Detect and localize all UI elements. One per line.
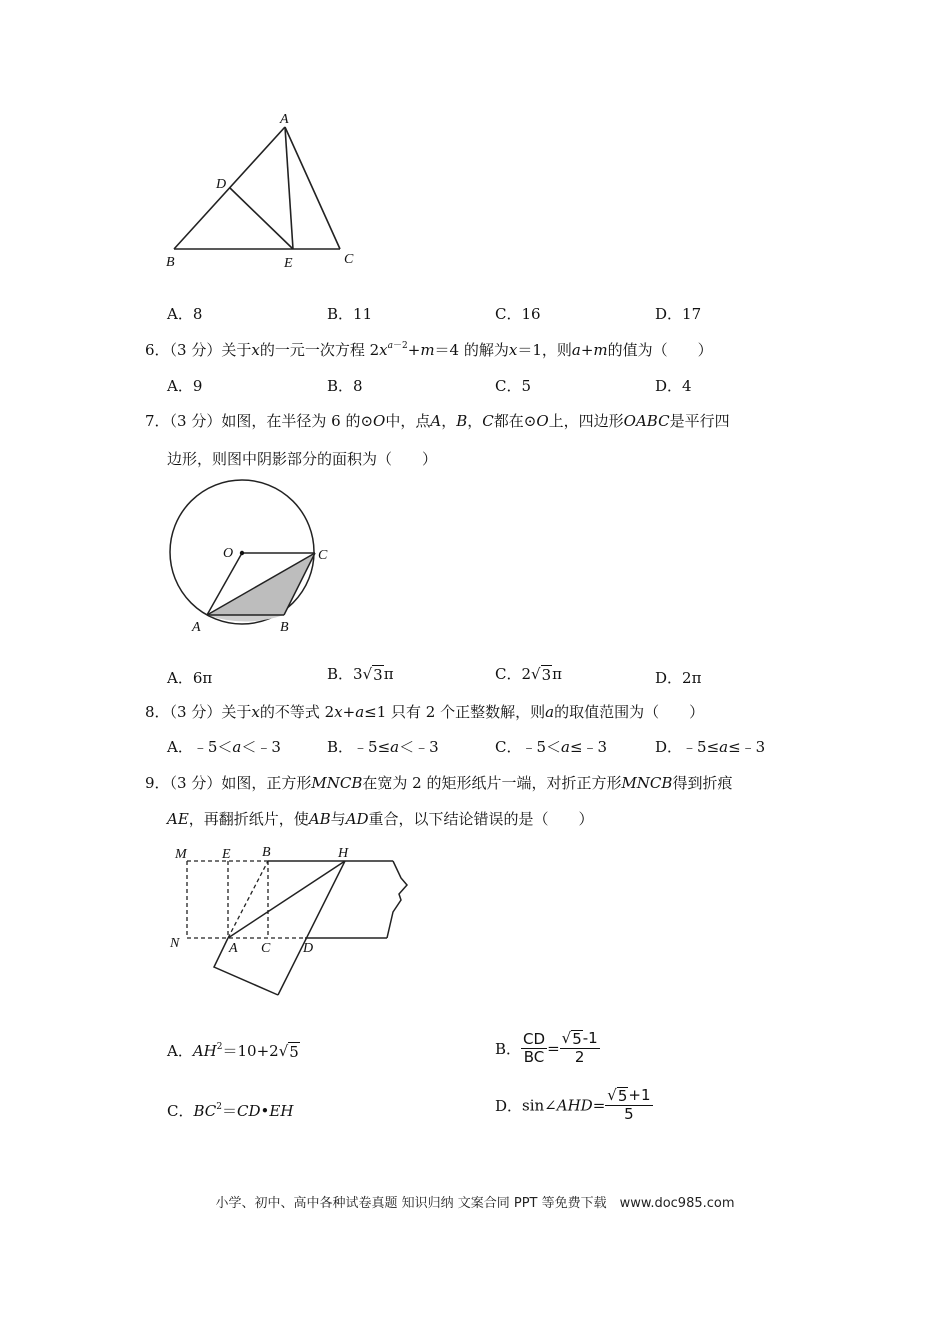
label-n: N (170, 936, 180, 951)
label-b: B (166, 255, 175, 270)
q5-option-b[interactable] (327, 303, 372, 324)
option-key: A． (167, 305, 193, 323)
q8-option-b[interactable] (327, 736, 439, 757)
radical-sign: √ (278, 1042, 289, 1060)
stem-text: ≤1 只有 2 个正整数解，则 (364, 703, 546, 721)
var: m (593, 341, 608, 359)
q6-option-c[interactable] (495, 375, 531, 396)
option-text: 8 (192, 305, 203, 323)
option-text: 11 (353, 305, 373, 323)
q6-option-b[interactable] (327, 375, 363, 396)
radicand: 5 (617, 1087, 628, 1105)
var: a (387, 341, 393, 351)
option-key: B． (495, 1039, 522, 1058)
stem-text: 的取值范围为（ ） (554, 703, 705, 721)
var: MNCB (621, 774, 673, 792)
radical-sign: √ (362, 665, 373, 683)
option-text: ≤﹣3 (728, 738, 766, 756)
q9-stem-line1 (145, 772, 732, 793)
sqrt (363, 665, 384, 684)
var: m (420, 341, 435, 359)
exponent: 2 (216, 1042, 223, 1052)
stem-text: 关于 (221, 703, 252, 721)
label-o: O (223, 546, 234, 561)
var: x (508, 341, 518, 359)
option-text: 6π (192, 669, 213, 687)
stem-text: 是平行四 (669, 412, 730, 430)
stem-text: 如图，正方形 (221, 774, 312, 792)
var: OABC (623, 412, 670, 430)
label-c: C (261, 941, 271, 956)
option-coef: 3 (353, 665, 363, 683)
q7-stem-line2: 边形，则图中阴影部分的面积为（ ） (167, 450, 438, 468)
q6-option-a[interactable] (167, 375, 202, 396)
denominator: 5 (624, 1105, 634, 1124)
radical-sign: √ (531, 665, 541, 683)
option-text: 2π (682, 669, 702, 687)
stem-text: ， (467, 412, 483, 430)
stem-text: + (407, 341, 421, 359)
label-h: H (338, 846, 349, 861)
q9-option-d[interactable] (495, 1087, 653, 1124)
option-coef: 2 (521, 665, 532, 683)
question-score: （3 分） (169, 341, 222, 359)
option-key: D． (495, 1096, 523, 1115)
edge-ac (285, 127, 340, 249)
stem-text: + (580, 341, 594, 359)
stem-text: 重合，以下结论错误的是（ ） (368, 810, 594, 828)
stem-text: 与 (330, 810, 346, 828)
option-key: A． (167, 1042, 193, 1060)
label-d: D (303, 941, 314, 956)
option-key: C． (495, 377, 522, 395)
fraction-cd-bc (521, 1031, 547, 1067)
option-text: 8 (353, 377, 363, 395)
q8-stem (145, 701, 704, 722)
q7-option-a[interactable] (167, 667, 212, 688)
option-text: ﹣5≤ (682, 738, 720, 756)
option-text: ﹣5≤ (353, 738, 391, 756)
option-text: ≤﹣3 (569, 738, 608, 756)
option-key: A． (167, 669, 193, 687)
numerator-rest: -1 (582, 1029, 598, 1047)
option-key: A． (167, 738, 193, 756)
q5-option-d[interactable] (655, 303, 701, 324)
option-key: B． (327, 377, 354, 395)
question-number: 9． (145, 774, 170, 792)
stem-text: 中，点 (385, 412, 431, 430)
option-text: 16 (521, 305, 541, 323)
label-b: B (262, 845, 271, 860)
option-key: A． (167, 377, 193, 395)
option-text: 9 (192, 377, 203, 395)
stem-text: 的值为（ ） (607, 341, 713, 359)
option-text: 5 (521, 377, 532, 395)
segment-de (230, 188, 293, 249)
stem-text: －2 (393, 341, 408, 351)
option-key: D． (655, 377, 683, 395)
option-text: 4 (682, 377, 692, 395)
segment-hd-extended (278, 861, 345, 995)
stem-text: ，再翻折纸片，使 (188, 810, 309, 828)
torn-edge (387, 861, 407, 938)
segment-ah (228, 861, 345, 938)
stem-text: 关于 (221, 341, 252, 359)
sqrt (279, 1042, 300, 1061)
segment-ae (285, 127, 293, 249)
question-number: 7． (145, 412, 170, 430)
q7-option-b[interactable] (327, 663, 394, 684)
option-text: ＜﹣3 (241, 738, 281, 756)
equals: = (592, 1096, 606, 1115)
numerator (560, 1030, 600, 1049)
radical-sign: √ (561, 1029, 572, 1047)
question-score: （3 分） (169, 703, 222, 721)
var: O (536, 412, 549, 430)
numerator (605, 1087, 652, 1106)
question-score: （3 分） (169, 412, 222, 430)
label-e: E (222, 847, 231, 862)
var: a (545, 703, 555, 721)
var: MNCB (311, 774, 363, 792)
var: x (334, 703, 343, 721)
q8-option-c[interactable] (495, 736, 607, 757)
equals: = (547, 1039, 560, 1058)
var: a (232, 738, 242, 756)
q9-stem-line2 (167, 808, 594, 829)
var: a (719, 738, 729, 756)
label-m: M (175, 847, 187, 862)
exponent (388, 341, 408, 351)
option-text: sin∠ (522, 1096, 557, 1115)
q9-figure (165, 840, 425, 1005)
q7-option-d[interactable] (655, 667, 701, 688)
radicand: 3 (373, 666, 383, 684)
label-a: A (229, 941, 238, 956)
option-key: D． (655, 738, 683, 756)
option-text: ＝ (222, 1102, 238, 1120)
label-b: B (280, 620, 289, 635)
q9-option-b[interactable] (495, 1030, 600, 1067)
label-d: D (216, 177, 227, 192)
q9-option-c[interactable] (167, 1100, 293, 1121)
center-point (240, 551, 244, 555)
var: AB (308, 810, 331, 828)
option-key: D． (655, 305, 683, 323)
var: EH (269, 1102, 294, 1120)
sqrt (531, 665, 552, 684)
label-e: E (284, 256, 293, 271)
question-score: （3 分） (169, 774, 222, 792)
q7-figure (160, 480, 345, 640)
label-c: C (318, 548, 328, 563)
option-text: 17 (682, 305, 702, 323)
numerator: CD (523, 1029, 546, 1048)
option-text: ﹣5＜ (192, 738, 233, 756)
denominator: BC (523, 1047, 545, 1066)
q5-triangle-diagram (160, 110, 370, 270)
label-a: A (192, 620, 201, 635)
option-key: B． (327, 305, 354, 323)
option-key: C． (495, 305, 522, 323)
var: x (251, 703, 260, 721)
var: CD (237, 1102, 261, 1120)
stem-text: 的不等式 2 (259, 703, 335, 721)
stem-text: 都在⊙ (493, 412, 537, 430)
radicand: 3 (541, 666, 552, 684)
var: a (571, 341, 581, 359)
var: AH (192, 1042, 217, 1060)
sqrt (562, 1030, 583, 1048)
option-text: • (260, 1102, 270, 1120)
q5-option-a[interactable] (167, 303, 202, 324)
stem-text: 如图，在半径为 6 的⊙ (221, 412, 374, 430)
var: x (251, 341, 260, 359)
stem-text: ＝4 的解为 (434, 341, 509, 359)
option-key: D． (655, 669, 683, 687)
q6-stem (145, 339, 713, 360)
q7-stem-line1 (145, 410, 730, 431)
question-number: 8． (145, 703, 170, 721)
fraction-root5-minus1 (560, 1030, 600, 1067)
option-key: C． (495, 665, 522, 683)
q5-figure (160, 110, 370, 270)
var: BC (193, 1102, 217, 1120)
denominator: 2 (574, 1048, 585, 1067)
var: AD (345, 810, 369, 828)
option-text: ＝10+2 (222, 1042, 279, 1060)
question-number: 6． (145, 341, 170, 359)
var: AE (167, 810, 189, 828)
stem-text: 在宽为 2 的矩形纸片一端，对折正方形 (362, 774, 622, 792)
page-footer: 小学、初中、高中各种试卷真题 知识归纳 文案合同 PPT 等免费下载 www.doc985.com (215, 1196, 735, 1211)
radicand: 5 (572, 1030, 582, 1048)
numerator-rest: +1 (628, 1086, 651, 1104)
option-text: ﹣5＜ (521, 738, 562, 756)
var: A (430, 412, 442, 430)
var: AHD (556, 1096, 593, 1115)
var: a (390, 738, 400, 756)
fraction-root5-plus1 (605, 1087, 652, 1124)
q7-option-c[interactable] (495, 663, 562, 684)
var: B (456, 412, 468, 430)
var: x (379, 341, 388, 359)
q7-circle-diagram (160, 480, 345, 640)
option-key: C． (495, 738, 522, 756)
q8-option-d[interactable] (655, 736, 765, 757)
stem-text: 上，四边形 (548, 412, 624, 430)
stem-text: 的一元一次方程 2 (259, 341, 380, 359)
exponent: 2 (216, 1102, 222, 1112)
option-key: B． (327, 738, 354, 756)
radicand: 5 (289, 1043, 299, 1061)
label-a: A (280, 112, 289, 127)
option-key: C． (167, 1102, 194, 1120)
var: O (373, 412, 386, 430)
edge-ab (174, 127, 285, 249)
q9-option-a[interactable] (167, 1040, 300, 1061)
stem-text: ＝1，则 (517, 341, 572, 359)
sqrt (607, 1087, 628, 1105)
option-suffix: π (552, 665, 562, 683)
stem-text: + (342, 703, 356, 721)
stem-text: ， (441, 412, 457, 430)
option-key: B． (327, 665, 354, 683)
var: a (561, 738, 570, 756)
radical-sign: √ (607, 1086, 617, 1104)
var: a (355, 703, 365, 721)
dashed-ab (228, 861, 268, 938)
q6-option-d[interactable] (655, 375, 692, 396)
option-text: ＜﹣3 (399, 738, 439, 756)
label-c: C (344, 252, 354, 267)
q8-option-a[interactable] (167, 736, 281, 757)
option-suffix: π (383, 665, 394, 683)
var: C (482, 412, 494, 430)
q9-fold-diagram (165, 840, 425, 1005)
stem-text: 得到折痕 (672, 774, 733, 792)
q5-option-c[interactable] (495, 303, 541, 324)
